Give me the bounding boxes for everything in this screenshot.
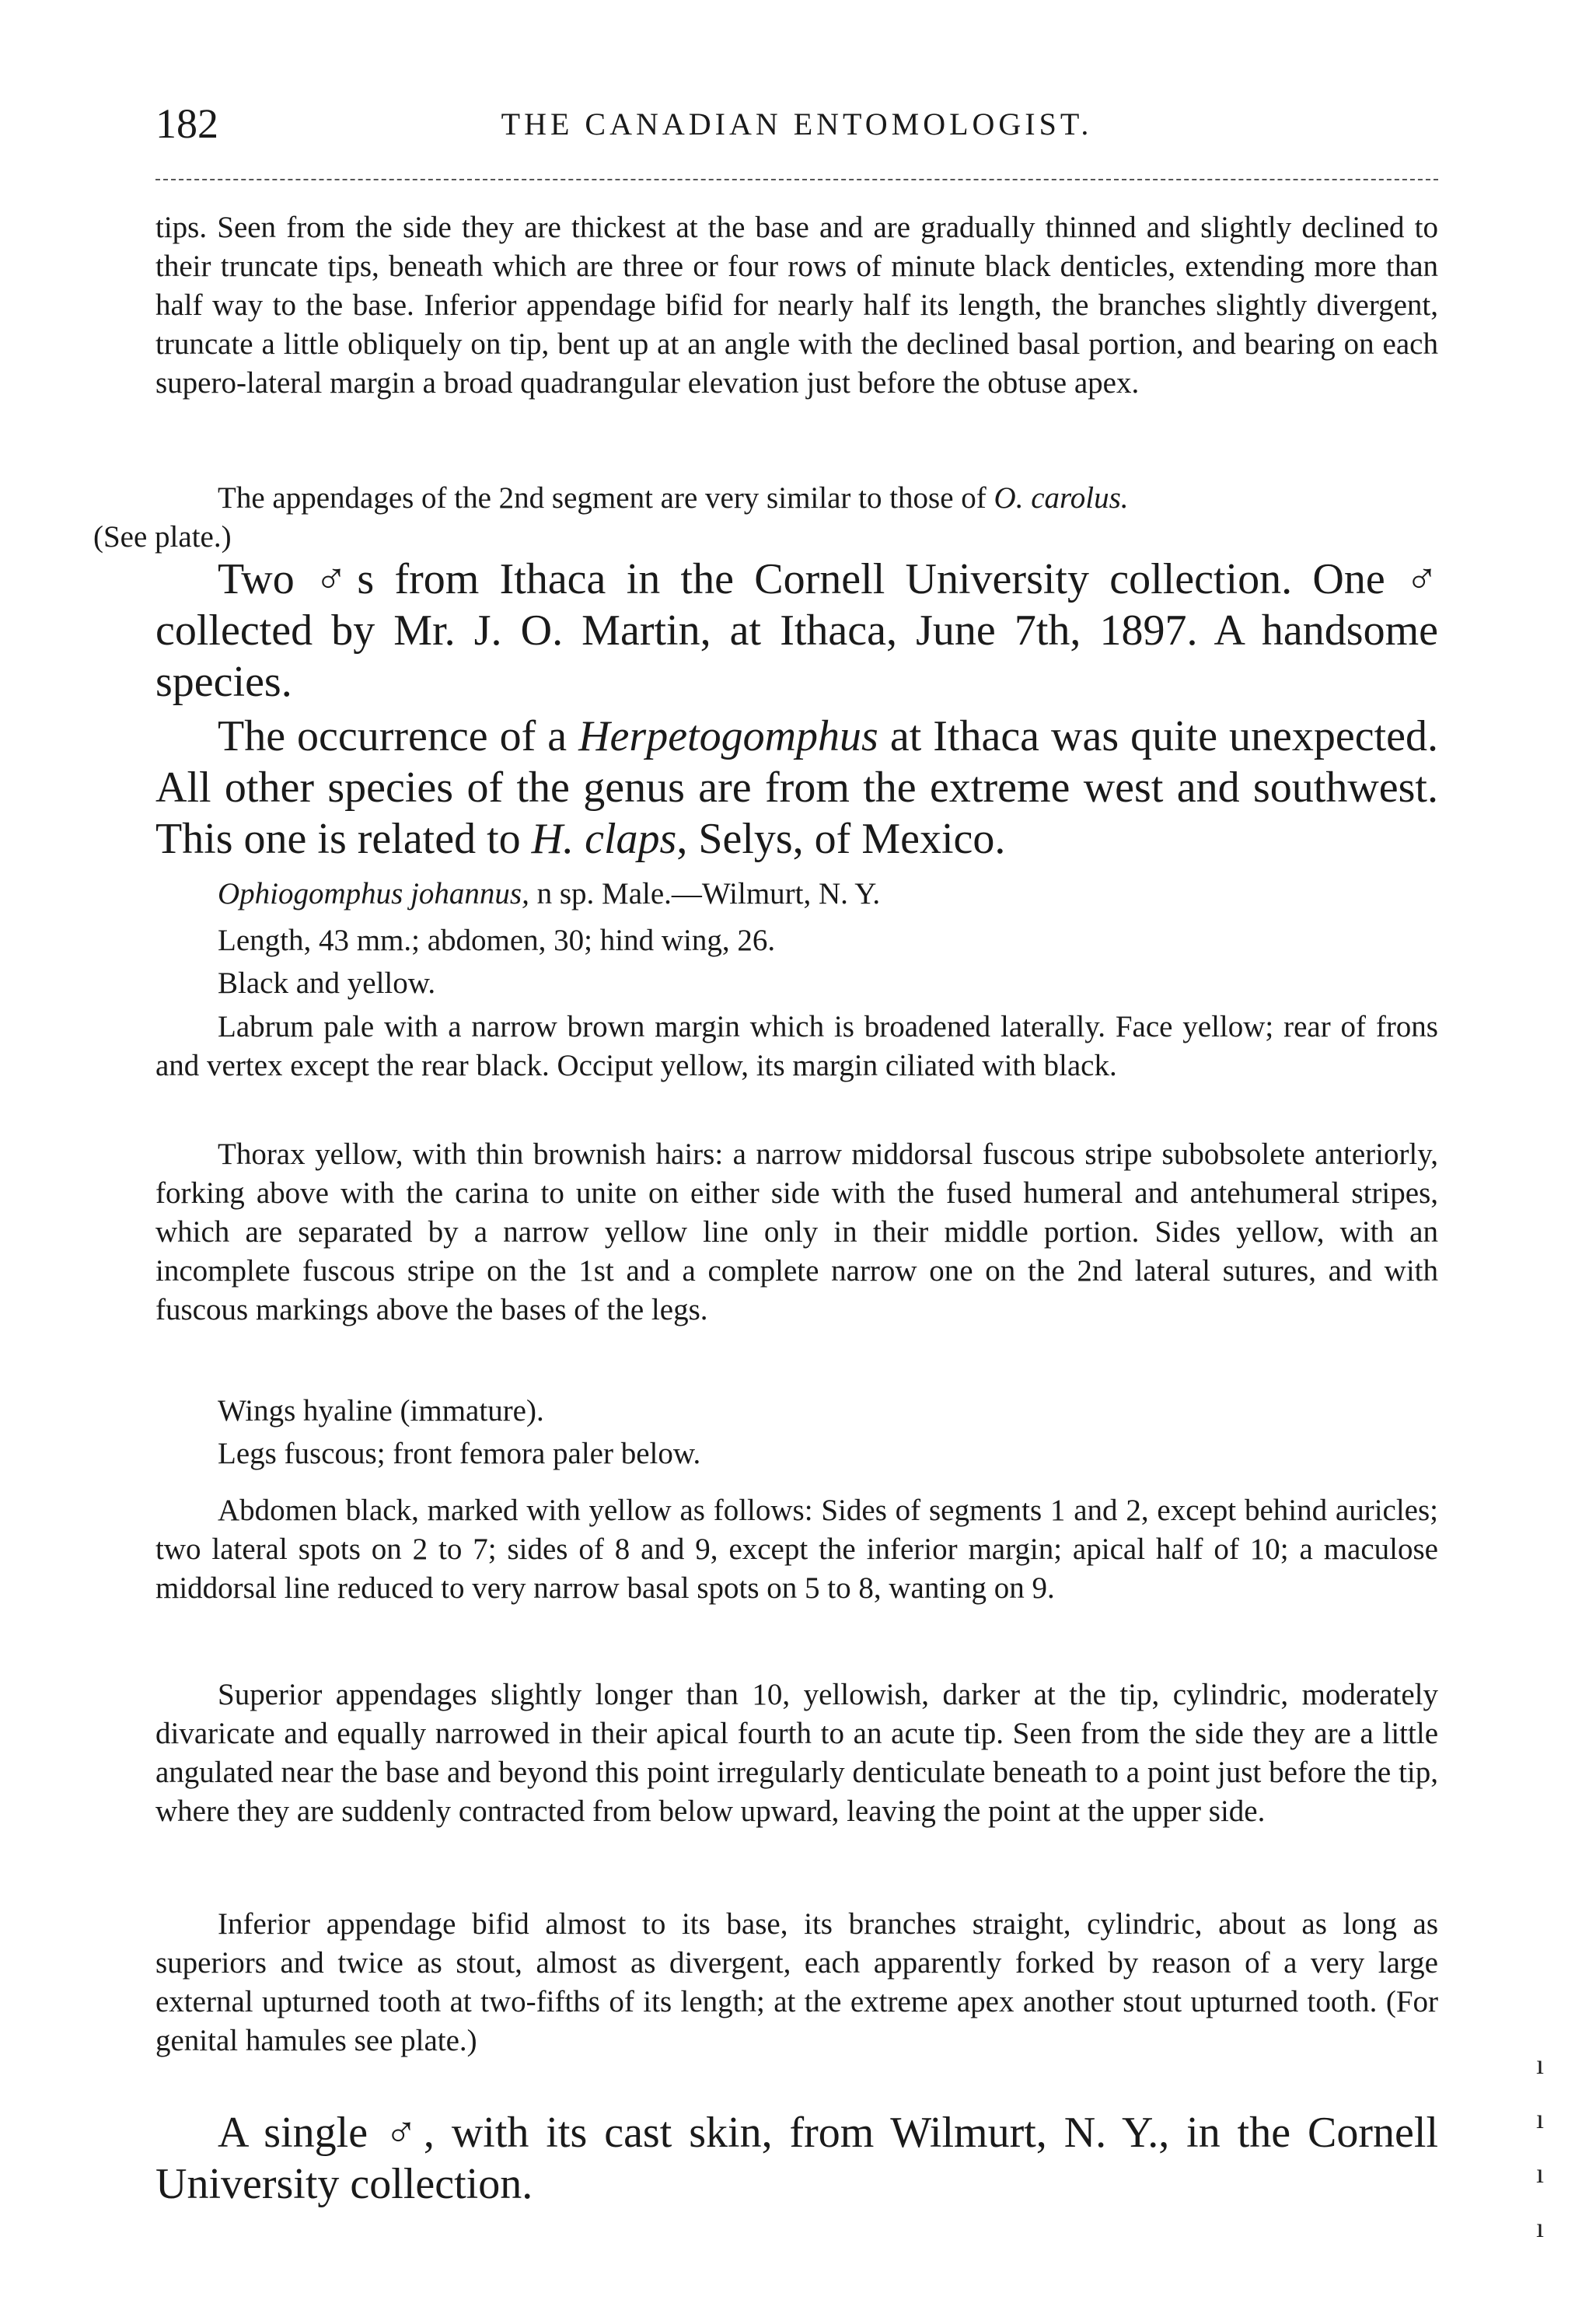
legs-line: Legs fuscous; front femora paler below. <box>218 1437 701 1470</box>
paragraph-second-segment: The appendages of the 2nd segment are very similar to those of O. carolus. (See plate.) <box>93 481 1129 554</box>
paragraph-thorax: Thorax yellow, with thin brownish hairs: a narrow middorsal fuscous stripe subobsolete anteriorly, forking above with the carina to unite on either side with the fused humeral and antehumeral stripes, which are separated by a narrow yellow line only in their middle portion. Sides yellow, with an incomplete fuscous stripe on the 1st and a complete narrow one on the 2nd lateral sutures, and with fuscous markings above the bases of the legs. <box>155 1138 1438 1326</box>
paragraph-inferior-appendage: Inferior appendage bifid almost to its base, its branches straight, cylindric, about as long as superiors and twice as stout, almost as divergent, each apparently forked by reason of a very large external upturned tooth at two-fifths of its length; at the extreme apex another stout upturned tooth. (For genital hamules see plate.) <box>155 1907 1438 2057</box>
running-title: THE CANADIAN ENTOMOLOGIST. <box>501 107 1093 142</box>
header-rule <box>155 179 1438 180</box>
paragraph-abdomen: Abdomen black, marked with yellow as follows: Sides of segments 1 and 2, except behind auricles; two lateral spots on 2 to 7; sides of 8 and 9, except the inferior margin; apical half of 10; a maculose middorsal line reduced to very narrow basal spots on 5 to 8, wanting on 9. <box>155 1494 1438 1605</box>
paragraph-ithaca-specimens: Two ♂s from Ithaca in the Cornell University collection. One ♂ collected by Mr. J. O. Martin, at Ithaca, June 7th, 1897. A handsome species. <box>155 555 1438 706</box>
paragraph-labrum: Labrum pale with a narrow brown margin which is broadened laterally. Face yellow; rear of frons and vertex except the rear black. Occiput yellow, its margin ciliated with black. <box>155 1010 1438 1082</box>
page-header <box>155 100 1438 154</box>
paragraph-wilmurt-specimen: A single ♂, with its cast skin, from Wilmurt, N. Y., in the Cornell University collection. <box>155 2109 1438 2208</box>
paragraph-appendage-description: tips. Seen from the side they are thickest at the base and are gradually thinned and slightly declined to their truncate tips, beneath which are three or four rows of minute black denticles, extending more than half way to the base. Inferior appendage bifid for nearly half its length, the branches slightly divergent, truncate a little obliquely on tip, bent up at an angle with the declined basal portion, and bearing on each supero-lateral margin a broad quadrangular elevation just before the obtuse apex. <box>155 211 1438 400</box>
paragraph-occurrence-note: The occurrence of a Herpetogomphus at Ithaca was quite unexpected. All other species of the genus are from the extreme west and southwest. This one is related to H. claps, Selys, of Mexico. <box>155 712 1439 863</box>
species-name: H. claps <box>531 815 677 863</box>
paragraph-superior-appendages: Superior appendages slightly longer than 10, yellowish, darker at the tip, cylindric, moderately divaricate and equally narrowed in their apical fourth to an acute tip. Seen from the side they are a little angulated near the base and beyond this point irregularly denticulate beneath to a point just before the tip, where they are suddenly contracted from below upward, leaving the point at the upper side. <box>155 1678 1438 1828</box>
measurements-line: Length, 43 mm.; abdomen, 30; hind wing, 26. <box>218 924 776 957</box>
page-number: 182 <box>155 100 218 147</box>
coloration-line: Black and yellow. <box>218 966 436 1000</box>
genus-name: Herpetogomphus <box>578 712 878 760</box>
margin-marks: ı ı ı ı <box>1536 2049 1545 2243</box>
species-heading: Ophiogomphus johannus, n sp. Male.—Wilmurt, N. Y. <box>218 877 881 910</box>
wings-line: Wings hyaline (immature). <box>218 1394 544 1428</box>
